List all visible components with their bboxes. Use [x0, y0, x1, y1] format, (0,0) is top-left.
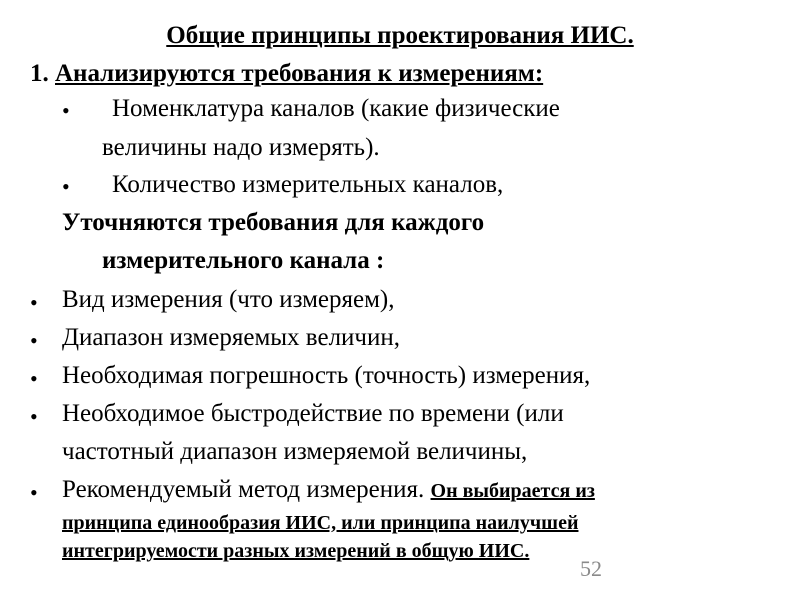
item-2-marker: • — [30, 328, 38, 353]
item-1-marker: • — [30, 290, 38, 315]
sub-bullet-1-line1: Номенклатура каналов (какие физические — [112, 95, 560, 122]
item-4-line2: частотный диапазон измеряемой величины, — [62, 438, 528, 465]
note-line2: принципа единообразия ИИС, или принципа наилучшей — [62, 512, 579, 534]
note-line3: интегрируемости разных измерений в общую ИИС. — [62, 540, 530, 562]
section-heading-text: Анализируются требования к измерениям: — [55, 60, 544, 87]
note-line1: Он выбирается из — [430, 480, 595, 502]
refine-heading-line2: измерительного канала : — [102, 247, 385, 274]
sub-bullet-2-marker: • — [62, 174, 70, 199]
refine-heading-line1: Уточняются требования для каждого — [62, 209, 485, 236]
item-3-text: Необходимая погрешность (точность) измерения, — [62, 362, 591, 389]
item-2-text: Диапазон измеряемых величин, — [62, 324, 401, 351]
item-5-text — [62, 476, 595, 504]
item-4-marker: • — [30, 404, 38, 429]
section-number: 1. — [30, 60, 49, 87]
item-4-line1: Необходимое быстродействие по времени (или — [62, 400, 564, 427]
sub-bullet-2-line1: Количество измерительных каналов, — [112, 171, 504, 198]
slide-title: Общие принципы проектирования ИИС. — [166, 22, 634, 49]
item-5-marker: • — [30, 480, 38, 505]
item-1-text: Вид измерения (что измеряем), — [62, 286, 395, 313]
section-1-heading — [30, 60, 543, 88]
page-number: 52 — [580, 556, 602, 581]
sub-bullet-1-line2: величины надо измерять). — [102, 134, 380, 161]
sub-bullet-1-marker: • — [62, 98, 70, 123]
item-5-label: Рекомендуемый метод измерения. — [62, 476, 425, 503]
item-3-marker: • — [30, 366, 38, 391]
